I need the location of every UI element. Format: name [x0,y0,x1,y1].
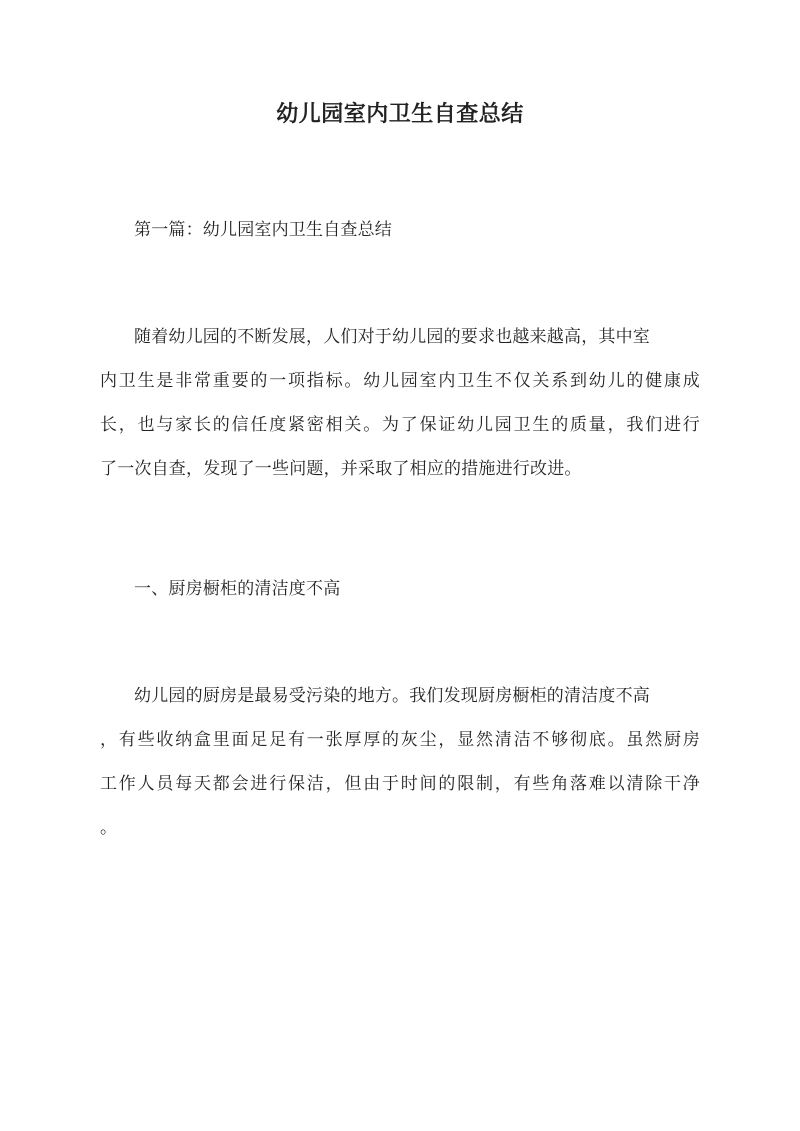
paragraph-line: 了一次自查，发现了一些问题，并采取了相应的措施进行改进。 [100,459,582,479]
paragraph-line: 随着幼儿园的不断发展，人们对于幼儿园的要求也越来越高，其中室 [134,327,650,347]
paragraph-line: 。 [100,818,118,838]
paragraph-line: 工作人员每天都会进行保洁，但由于时间的限制，有些角落难以清除干净 [100,774,700,794]
paragraph-line: 幼儿园的厨房是最易受污染的地方。我们发现厨房橱柜的清洁度不高 [134,686,650,706]
paragraph-line: ，有些收纳盒里面足足有一张厚厚的灰尘，显然清洁不够彻底。虽然厨房 [100,730,700,750]
paragraph-line: 长，也与家长的信任度紧密相关。为了保证幼儿园卫生的质量，我们进行 [100,415,700,435]
page-title: 幼儿园室内卫生自查总结 [276,101,524,127]
paragraph-line: 内卫生是非常重要的一项指标。幼儿园室内卫生不仅关系到幼儿的健康成 [100,371,700,391]
section-heading: 一、厨房橱柜的清洁度不高 [134,579,341,599]
chapter-heading: 第一篇：幼儿园室内卫生自查总结 [134,220,392,240]
